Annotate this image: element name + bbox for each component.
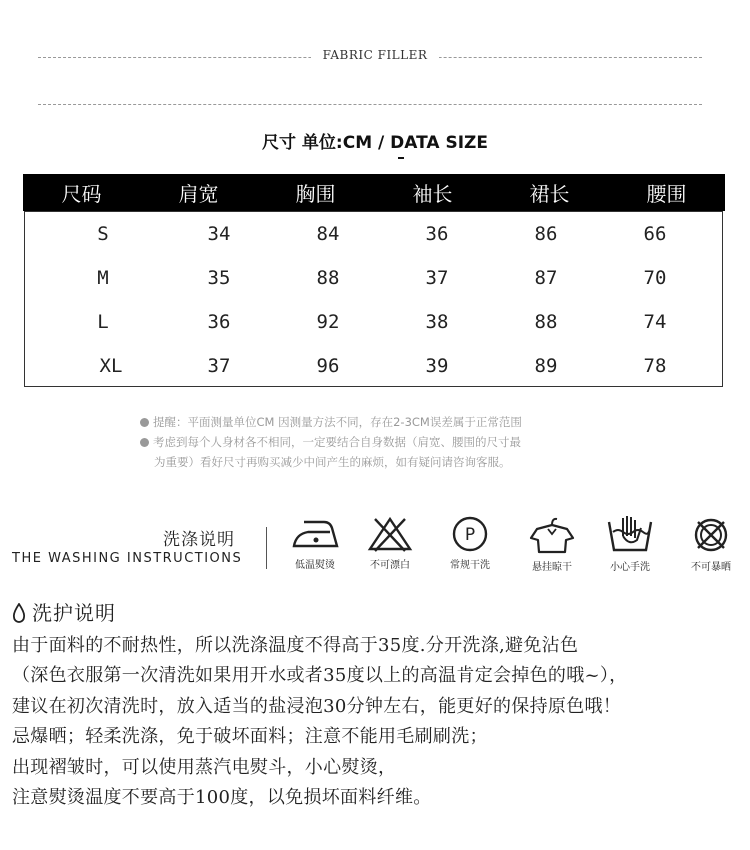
- cell-sleeve: 36: [425, 223, 449, 245]
- care-line: 建议在初次清洗时，放入适当的盐浸泡30分钟左右，能更好的保持原色哦！: [12, 695, 622, 717]
- cell-skirt-length: 87: [534, 267, 558, 289]
- wash-label: 不可暴晒: [691, 562, 731, 573]
- wash-symbol-iron: [281, 516, 349, 576]
- cell-skirt-length: 86: [534, 223, 558, 245]
- header-shoulder: 肩宽: [178, 182, 219, 206]
- iron-low-temp-icon: [290, 516, 340, 552]
- wash-symbol-dryclean: [436, 516, 504, 576]
- cell-waist: 70: [643, 267, 667, 289]
- wash-symbol-handwash: [596, 516, 664, 576]
- cell-shoulder: 36: [207, 311, 231, 333]
- size-table-header: [23, 174, 725, 211]
- wash-label: 低温熨烫: [295, 560, 335, 571]
- no-bleach-icon: [367, 516, 413, 552]
- care-line: （深色衣服第一次清洗如果用开水或者35度以上的高温肯定会掉色的哦~），: [12, 665, 628, 687]
- header-waist: 腰围: [646, 182, 687, 206]
- size-table-body: [24, 211, 723, 387]
- header-sleeve: 袖长: [412, 182, 453, 206]
- wash-symbol-hang: [518, 516, 586, 576]
- cell-waist: 66: [643, 223, 667, 245]
- care-line: 忌爆晒；轻柔洗涤，免于破坏面料；注意不能用毛刷刷洗；: [12, 726, 488, 748]
- table-row: [25, 311, 722, 335]
- cell-bust: 84: [316, 223, 340, 245]
- header-size: 尺码: [61, 182, 102, 206]
- dry-clean-p-icon: [450, 516, 490, 552]
- cell-shoulder: 35: [207, 267, 231, 289]
- cell-size: XL: [99, 355, 123, 377]
- cell-sleeve: 38: [425, 311, 449, 333]
- care-line: 出现褶皱时，可以使用蒸汽电熨斗，小心熨烫，: [12, 756, 397, 778]
- wash-label: 不可漂白: [370, 560, 410, 571]
- fabric-title: FABRIC FILLER: [0, 48, 750, 62]
- wash-label: 悬挂晾干: [532, 562, 572, 573]
- cell-bust: 92: [316, 311, 340, 333]
- cell-bust: 96: [316, 355, 340, 377]
- water-drop-icon: [12, 603, 26, 623]
- section-divider: [38, 104, 702, 105]
- size-chart-title: 尺寸 单位:CM / DATA SIZE: [262, 133, 488, 153]
- cell-sleeve: 37: [425, 267, 449, 289]
- cell-sleeve: 39: [425, 355, 449, 377]
- note-fit-advice-cont: 为重要）看好尺寸再购买减少中间产生的麻烦，如有疑问请咨询客服。: [154, 455, 511, 469]
- cell-shoulder: 37: [207, 355, 231, 377]
- care-line: 由于面料的不耐热性，所以洗涤温度不得高于35度.分开洗涤,避免沾色: [12, 635, 579, 656]
- care-text: [12, 631, 747, 813]
- hand-wash-icon: [605, 516, 655, 554]
- cell-size: M: [97, 267, 109, 289]
- dry-clean-letter: P: [464, 525, 476, 545]
- header-bust: 胸围: [295, 182, 336, 206]
- no-tumble-dry-icon: [690, 516, 732, 554]
- note-fit-advice: 考虑到每个人身材各不相同，一定要结合自身数据（肩宽、腰围的尺寸最: [140, 432, 521, 452]
- washing-divider: [266, 527, 267, 569]
- care-title: 洗护说明: [12, 597, 116, 626]
- washing-title-cn: 洗涤说明: [163, 530, 235, 550]
- table-row: [25, 267, 722, 291]
- cell-bust: 88: [316, 267, 340, 289]
- wash-symbol-no-sun: [677, 516, 745, 576]
- cell-shoulder: 34: [207, 223, 231, 245]
- title-underline: [398, 157, 404, 159]
- wash-symbol-bleach: [356, 516, 424, 576]
- cell-skirt-length: 89: [534, 355, 558, 377]
- table-row: [25, 223, 722, 247]
- cell-size: L: [97, 311, 109, 333]
- cell-size: S: [97, 223, 109, 245]
- cell-skirt-length: 88: [534, 311, 558, 333]
- wash-label: 小心手洗: [610, 562, 650, 573]
- washing-title-en: THE WASHING INSTRUCTIONS: [12, 551, 243, 566]
- cell-waist: 74: [643, 311, 667, 333]
- bullet-icon: [140, 438, 149, 447]
- cell-waist: 78: [643, 355, 667, 377]
- care-line: 注意熨烫温度不要高于100度，以免损坏面料纤维。: [12, 787, 432, 809]
- table-row: [25, 355, 722, 379]
- header-skirt-length: 裙长: [529, 182, 570, 206]
- wash-label: 常规干洗: [450, 560, 490, 571]
- bullet-icon: [140, 418, 149, 427]
- hang-dry-icon: [527, 516, 577, 554]
- note-measurement: 提醒：平面测量单位CM 因测量方法不同，存在2-3CM误差属于正常范围: [140, 412, 522, 432]
